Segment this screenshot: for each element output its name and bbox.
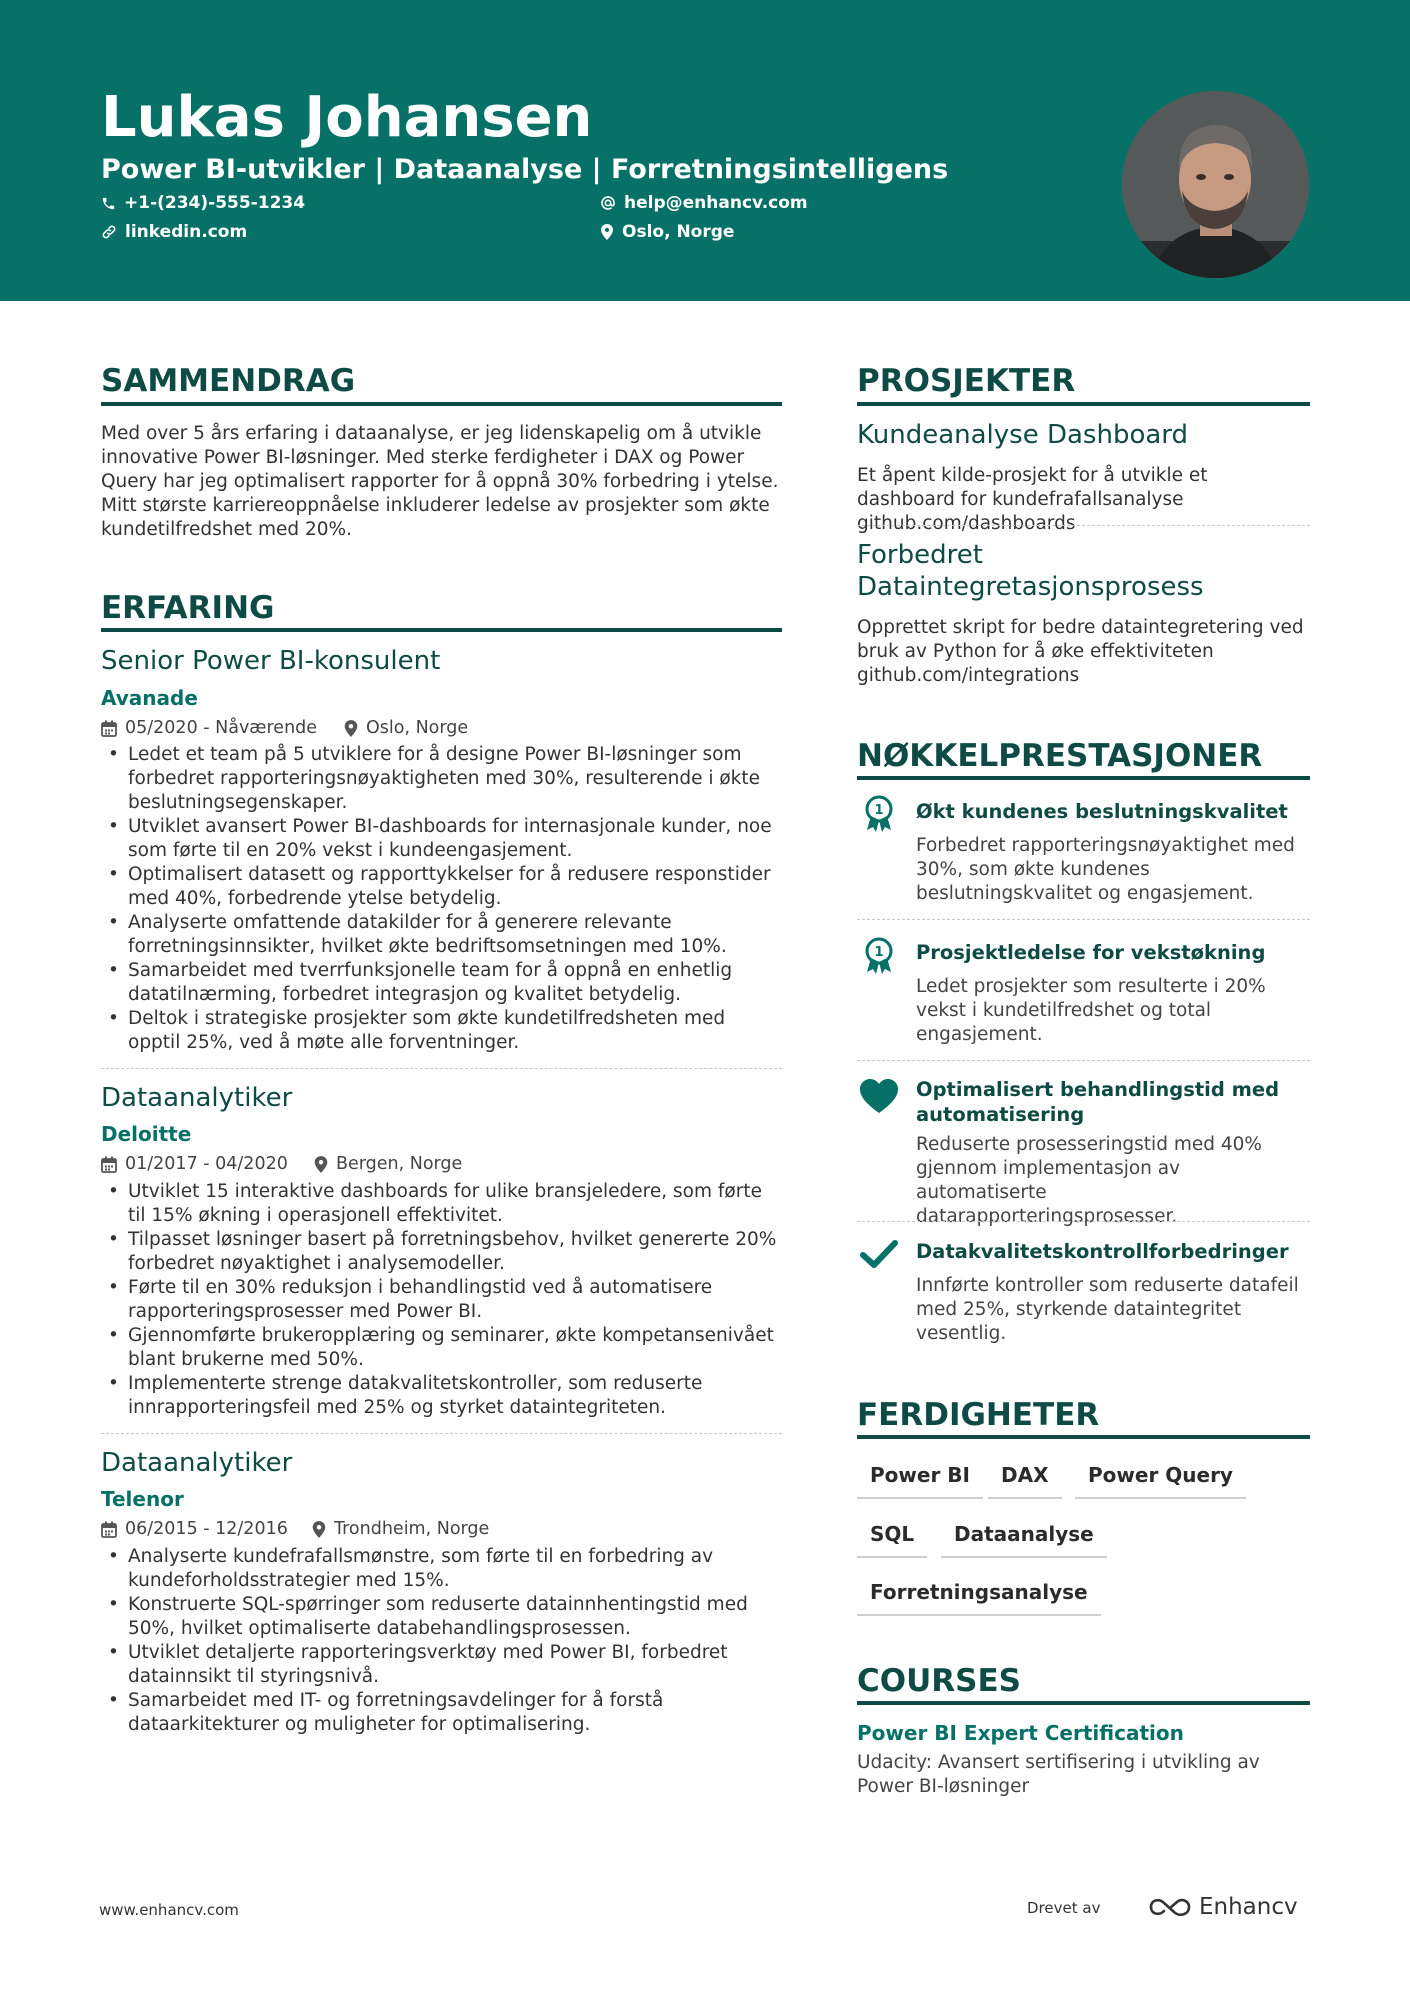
job-bullet: • Utviklet detaljerte rapporteringsverktøy med Power BI, forbedret datainnsikt til styringsnivå.	[101, 1641, 782, 1689]
link-icon	[101, 224, 117, 240]
enhancv-logo[interactable]	[1147, 1893, 1298, 1921]
phone-text: +1-(234)-555-1234	[124, 193, 306, 213]
job-bullets	[101, 743, 782, 1055]
achievements-heading: NØKKELPRESTASJONER	[857, 738, 1263, 774]
footer-website[interactable]: www.enhancv.com	[99, 1901, 239, 1919]
job-bullet: • Konstruerte SQL-spørringer som reduserte datainnhentingstid med 50%, hvilket optimaliserte databehandlingsprosessen.	[101, 1593, 782, 1641]
courses-heading: COURSES	[857, 1663, 1021, 1699]
profile-photo	[1122, 91, 1309, 278]
job-title: Dataanalytiker	[101, 1083, 293, 1113]
award-ribbon-icon	[857, 792, 901, 836]
job-bullet: • Optimalisert datasett og rapporttykkelser for å redusere responstider med 40%, forbedrende ytelse betydelig.	[101, 863, 782, 911]
job-bullet: • Ledet et team på 5 utviklere for å designe Power BI-løsninger som forbedret rapporteringsnøyaktigheten med 30%, resulterende i økte beslutningsegenskaper.	[101, 743, 782, 815]
skill-tag: DAX	[988, 1462, 1062, 1499]
skill-tag: Dataanalyse	[941, 1521, 1107, 1558]
job-bullet: • Analyserte kundefrafallsmønstre, som førte til en forbedring av kundeforholdsstrategier med 15%.	[101, 1545, 782, 1593]
achievement-title: Økt kundenes beslutningskvalitet	[916, 800, 1288, 823]
contact-phone[interactable]	[101, 191, 305, 215]
job-divider	[101, 1433, 782, 1434]
location-pin-icon	[600, 224, 614, 240]
job-divider	[101, 1068, 782, 1069]
achievement-title: Datakvalitetskontrollforbedringer	[916, 1240, 1289, 1263]
checkmark-icon	[857, 1232, 901, 1276]
achievement-description: Forbedret rapporteringsnøyaktighet med 30%, som økte kundenes beslutningskvalitet og engasjement.	[916, 835, 1295, 904]
achievement-divider	[857, 1221, 1310, 1222]
job-location-text: Bergen, Norge	[336, 1154, 463, 1174]
skill-tag: Power Query	[1075, 1462, 1246, 1499]
skill-tag: Forretningsanalyse	[857, 1579, 1101, 1616]
header-banner	[0, 0, 1410, 301]
job-bullets	[101, 1545, 782, 1737]
job-dates-text: 01/2017 - 04/2020	[125, 1154, 288, 1174]
calendar-icon	[101, 1521, 117, 1538]
project-description: Opprettet skript for bedre dataintegretering ved bruk av Python for å øke effektiviteten github.com/integrations	[857, 617, 1304, 686]
project-title: Kundeanalyse Dashboard	[857, 420, 1189, 450]
achievement-divider	[857, 919, 1310, 920]
svg-text:1: 1	[874, 945, 884, 960]
summary-heading: SAMMENDRAG	[101, 363, 356, 399]
course-description: Udacity: Avansert sertifisering i utvikling av Power BI-løsninger	[857, 1752, 1260, 1797]
footer-brand: Enhancv	[1199, 1894, 1298, 1920]
calendar-icon	[101, 1156, 117, 1173]
skills-rule	[857, 1435, 1310, 1439]
candidate-name: Lukas Johansen	[101, 85, 593, 150]
location-text: Oslo, Norge	[622, 222, 735, 242]
calendar-icon	[101, 720, 117, 737]
location-pin-icon	[312, 1521, 326, 1538]
skill-tag: Power BI	[857, 1462, 983, 1499]
candidate-title: Power BI-utvikler | Dataanalyse | Forretningsintelligens	[101, 154, 949, 185]
job-dates	[101, 1152, 288, 1176]
experience-heading: ERFARING	[101, 590, 275, 626]
summary-rule	[101, 402, 782, 406]
projects-rule	[857, 402, 1310, 406]
email-text: help@enhancv.com	[624, 193, 808, 213]
job-bullet: • Samarbeidet med IT- og forretningsavdelinger for å forstå dataarkitekturer og muligheter for optimalisering.	[101, 1689, 782, 1737]
job-bullet: • Utviklet avansert Power BI-dashboards for internasjonale kunder, noe som førte til en 20% vekst i kundeengasjement.	[101, 815, 782, 863]
achievement-description: Innførte kontroller som reduserte datafeil med 25%, styrkende dataintegritet vesentlig.	[916, 1275, 1299, 1344]
experience-rule	[101, 628, 782, 632]
job-bullet: • Samarbeidet med tverrfunksjonelle team for å oppnå en enhetlig datatilnærming, forbedret integrasjon og kvalitet betydelig.	[101, 959, 782, 1007]
linkedin-text: linkedin.com	[125, 222, 248, 242]
achievement-title: Prosjektledelse for vekstøkning	[916, 941, 1266, 964]
job-bullet: • Tilpasset løsninger basert på forretningsbehov, hvilket genererte 20% forbedret nøyaktighet i analysemodeller.	[101, 1228, 782, 1276]
footer-powered-by: Drevet av	[1027, 1899, 1101, 1917]
job-dates	[101, 716, 317, 740]
enhancv-logo-icon	[1147, 1895, 1193, 1919]
job-title: Senior Power BI-konsulent	[101, 646, 441, 676]
projects-heading: PROSJEKTER	[857, 363, 1076, 399]
skills-heading: FERDIGHETER	[857, 1397, 1100, 1433]
job-location-text: Oslo, Norge	[366, 718, 469, 738]
achievement-description: Ledet prosjekter som resulterte i 20% vekst i kundetilfredshet og total engasjement.	[916, 976, 1266, 1045]
job-dates	[101, 1517, 288, 1541]
achievement-title: Optimalisert behandlingstid med automatisering	[916, 1078, 1280, 1126]
location-pin-icon	[344, 720, 358, 737]
phone-icon	[101, 196, 116, 211]
job-company: Avanade	[101, 686, 198, 710]
achievement-description: Reduserte prosesseringstid med 40% gjennom implementasjon av automatiserte datarapporteringsprosesser.	[916, 1134, 1262, 1227]
achievement-divider	[857, 1060, 1310, 1061]
heart-icon	[857, 1075, 901, 1119]
job-dates-text: 06/2015 - 12/2016	[125, 1519, 288, 1539]
job-location	[312, 1517, 489, 1541]
job-bullet: • Deltok i strategiske prosjekter som økte kundetilfredsheten med opptil 25%, ved å møte alle forventninger.	[101, 1007, 782, 1055]
job-bullet: • Førte til en 30% reduksjon i behandlingstid ved å automatisere rapporteringsprosesser med Power BI.	[101, 1276, 782, 1324]
summary-text: Med over 5 års erfaring i dataanalyse, er jeg lidenskapelig om å utvikle innovative Power BI-løsninger. Med sterke ferdigheter i DAX og Power Query har jeg optimalisert rapporter for å oppnå 30% forbedring i ytelse. Mitt største karriereoppnåelse inkluderer ledelse av prosjekter som økte kundetilfredshet med 20%.	[101, 423, 779, 540]
location-pin-icon	[314, 1156, 328, 1173]
job-bullet: • Gjennomførte brukeropplæring og seminarer, økte kompetansenivået blant brukerne med 50%.	[101, 1324, 782, 1372]
job-company: Telenor	[101, 1487, 184, 1511]
job-dates-text: 05/2020 - Nåværende	[125, 718, 318, 738]
contact-location	[600, 220, 734, 244]
job-title: Dataanalytiker	[101, 1448, 293, 1478]
skill-tag: SQL	[857, 1521, 927, 1558]
project-divider	[857, 525, 1310, 526]
contact-email[interactable]	[600, 191, 808, 215]
job-location-text: Trondheim, Norge	[334, 1519, 490, 1539]
award-ribbon-icon	[857, 934, 901, 978]
job-bullet: • Utviklet 15 interaktive dashboards for ulike bransjeledere, som førte til 15% økning i operasjonell effektivitet.	[101, 1180, 782, 1228]
job-bullet: • Implementerte strenge datakvalitetskontroller, som reduserte innrapporteringsfeil med 25% og styrket dataintegriteten.	[101, 1372, 782, 1420]
job-location	[344, 716, 468, 740]
job-bullet: • Analyserte omfattende datakilder for å generere relevante forretningsinnsikter, hvilket økte bedriftsomsetningen med 10%.	[101, 911, 782, 959]
contact-linkedin[interactable]	[101, 220, 247, 244]
courses-rule	[857, 1701, 1310, 1705]
job-bullets	[101, 1180, 782, 1420]
job-company: Deloitte	[101, 1122, 192, 1146]
svg-text:1: 1	[874, 803, 884, 818]
at-sign-icon	[600, 195, 616, 211]
project-description: Et åpent kilde-prosjekt for å utvikle et dashboard for kundefrafallsanalyse github.com/dashboards	[857, 465, 1208, 534]
project-title: Forbedret Dataintegretasjonsprosess	[857, 540, 1204, 602]
course-title: Power BI Expert Certification	[857, 1721, 1184, 1745]
job-location	[314, 1152, 462, 1176]
achievements-rule	[857, 776, 1310, 780]
